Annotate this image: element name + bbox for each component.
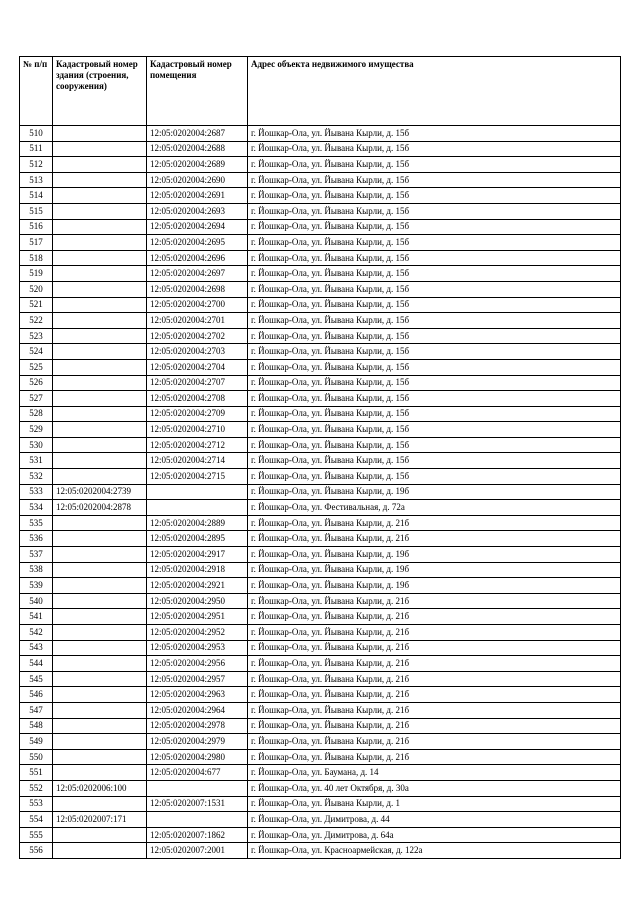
address: г. Йошкар-Ола, ул. Йывана Кырли, д. 21б bbox=[248, 702, 621, 718]
address: г. Йошкар-Ола, ул. Йывана Кырли, д. 15б bbox=[248, 391, 621, 407]
table-row bbox=[20, 141, 621, 157]
row-number: 538 bbox=[20, 562, 53, 578]
row-number: 543 bbox=[20, 640, 53, 656]
table-row bbox=[20, 297, 621, 313]
table-row bbox=[20, 391, 621, 407]
row-number: 526 bbox=[20, 375, 53, 391]
row-number: 531 bbox=[20, 453, 53, 469]
table-row bbox=[20, 671, 621, 687]
row-number: 539 bbox=[20, 578, 53, 594]
address: г. Йошкар-Ола, ул. Баумана, д. 14 bbox=[248, 765, 621, 781]
row-number: 552 bbox=[20, 780, 53, 796]
room-cadastral-number: 12:05:0202004:2957 bbox=[147, 671, 248, 687]
row-number: 537 bbox=[20, 547, 53, 563]
room-cadastral-number: 12:05:0202004:2964 bbox=[147, 702, 248, 718]
address: г. Йошкар-Ола, ул. Йывана Кырли, д. 15б bbox=[248, 235, 621, 251]
address: г. Йошкар-Ола, ул. Йывана Кырли, д. 19б bbox=[248, 484, 621, 500]
room-cadastral-number: 12:05:0202004:2702 bbox=[147, 328, 248, 344]
building-cadastral-number bbox=[53, 250, 147, 266]
address: г. Йошкар-Ола, ул. Йывана Кырли, д. 21б bbox=[248, 656, 621, 672]
room-cadastral-number: 12:05:0202004:2952 bbox=[147, 625, 248, 641]
row-number: 545 bbox=[20, 671, 53, 687]
building-cadastral-number bbox=[53, 531, 147, 547]
table-row bbox=[20, 702, 621, 718]
address: г. Йошкар-Ола, ул. Йывана Кырли, д. 15б bbox=[248, 281, 621, 297]
table-row bbox=[20, 515, 621, 531]
row-number: 515 bbox=[20, 203, 53, 219]
room-cadastral-number: 12:05:0202004:2978 bbox=[147, 718, 248, 734]
table-row bbox=[20, 188, 621, 204]
row-number: 554 bbox=[20, 812, 53, 828]
table-row bbox=[20, 718, 621, 734]
room-cadastral-number: 12:05:0202004:2951 bbox=[147, 609, 248, 625]
address: г. Йошкар-Ола, ул. Йывана Кырли, д. 15б bbox=[248, 375, 621, 391]
row-number: 521 bbox=[20, 297, 53, 313]
building-cadastral-number bbox=[53, 702, 147, 718]
row-number: 529 bbox=[20, 422, 53, 438]
row-number: 525 bbox=[20, 359, 53, 375]
address: г. Йошкар-Ола, ул. Йывана Кырли, д. 21б bbox=[248, 749, 621, 765]
table-row bbox=[20, 281, 621, 297]
row-number: 513 bbox=[20, 172, 53, 188]
table-header-row bbox=[20, 57, 621, 126]
table-row bbox=[20, 827, 621, 843]
address: г. Йошкар-Ола, ул. Димитрова, д. 44 bbox=[248, 812, 621, 828]
room-cadastral-number: 12:05:0202007:1531 bbox=[147, 796, 248, 812]
address: г. Йошкар-Ола, ул. Йывана Кырли, д. 19б bbox=[248, 562, 621, 578]
address: г. Йошкар-Ола, ул. Йывана Кырли, д. 15б bbox=[248, 157, 621, 173]
address: г. Йошкар-Ола, ул. Йывана Кырли, д. 15б bbox=[248, 406, 621, 422]
room-cadastral-number: 12:05:0202004:2703 bbox=[147, 344, 248, 360]
room-cadastral-number: 12:05:0202004:2963 bbox=[147, 687, 248, 703]
table-row bbox=[20, 593, 621, 609]
table-row bbox=[20, 313, 621, 329]
room-cadastral-number: 12:05:0202004:2704 bbox=[147, 359, 248, 375]
building-cadastral-number bbox=[53, 687, 147, 703]
building-cadastral-number bbox=[53, 827, 147, 843]
address: г. Йошкар-Ола, ул. Йывана Кырли, д. 21б bbox=[248, 640, 621, 656]
table-row bbox=[20, 328, 621, 344]
building-cadastral-number bbox=[53, 562, 147, 578]
room-cadastral-number: 12:05:0202004:2709 bbox=[147, 406, 248, 422]
room-cadastral-number bbox=[147, 484, 248, 500]
row-number: 547 bbox=[20, 702, 53, 718]
row-number: 541 bbox=[20, 609, 53, 625]
address: г. Йошкар-Ола, ул. Йывана Кырли, д. 15б bbox=[248, 469, 621, 485]
building-cadastral-number bbox=[53, 375, 147, 391]
row-number: 511 bbox=[20, 141, 53, 157]
room-cadastral-number: 12:05:0202004:2715 bbox=[147, 469, 248, 485]
address: г. Йошкар-Ола, ул. Йывана Кырли, д. 15б bbox=[248, 219, 621, 235]
building-cadastral-number bbox=[53, 141, 147, 157]
room-cadastral-number: 12:05:0202004:2687 bbox=[147, 126, 248, 142]
row-number: 520 bbox=[20, 281, 53, 297]
table-row bbox=[20, 640, 621, 656]
row-number: 551 bbox=[20, 765, 53, 781]
room-cadastral-number: 12:05:0202004:2889 bbox=[147, 515, 248, 531]
table-row bbox=[20, 780, 621, 796]
address: г. Йошкар-Ола, ул. Йывана Кырли, д. 15б bbox=[248, 344, 621, 360]
building-cadastral-number bbox=[53, 640, 147, 656]
building-cadastral-number bbox=[53, 625, 147, 641]
building-cadastral-number bbox=[53, 188, 147, 204]
table-row bbox=[20, 250, 621, 266]
address: г. Йошкар-Ола, ул. Йывана Кырли, д. 15б bbox=[248, 250, 621, 266]
room-cadastral-number: 12:05:0202004:2690 bbox=[147, 172, 248, 188]
building-cadastral-number bbox=[53, 718, 147, 734]
building-cadastral-number: 12:05:0202007:171 bbox=[53, 812, 147, 828]
building-cadastral-number bbox=[53, 578, 147, 594]
room-cadastral-number: 12:05:0202004:2691 bbox=[147, 188, 248, 204]
address: г. Йошкар-Ола, ул. Йывана Кырли, д. 21б bbox=[248, 718, 621, 734]
address: г. Йошкар-Ола, ул. Йывана Кырли, д. 15б bbox=[248, 188, 621, 204]
header-building-cadastral: Кадастровый номер здания (строения, сооружения) bbox=[53, 57, 147, 126]
address: г. Йошкар-Ола, ул. Йывана Кырли, д. 21б bbox=[248, 734, 621, 750]
address: г. Йошкар-Ола, ул. Йывана Кырли, д. 15б bbox=[248, 453, 621, 469]
room-cadastral-number: 12:05:0202004:2712 bbox=[147, 437, 248, 453]
row-number: 553 bbox=[20, 796, 53, 812]
room-cadastral-number: 12:05:0202007:1862 bbox=[147, 827, 248, 843]
table-row bbox=[20, 469, 621, 485]
room-cadastral-number: 12:05:0202004:2921 bbox=[147, 578, 248, 594]
building-cadastral-number bbox=[53, 313, 147, 329]
building-cadastral-number bbox=[53, 671, 147, 687]
row-number: 518 bbox=[20, 250, 53, 266]
building-cadastral-number bbox=[53, 328, 147, 344]
building-cadastral-number bbox=[53, 453, 147, 469]
row-number: 555 bbox=[20, 827, 53, 843]
row-number: 522 bbox=[20, 313, 53, 329]
table-row bbox=[20, 157, 621, 173]
building-cadastral-number bbox=[53, 297, 147, 313]
building-cadastral-number bbox=[53, 843, 147, 859]
row-number: 512 bbox=[20, 157, 53, 173]
row-number: 544 bbox=[20, 656, 53, 672]
address: г. Йошкар-Ола, ул. Йывана Кырли, д. 21б bbox=[248, 609, 621, 625]
building-cadastral-number: 12:05:0202004:2739 bbox=[53, 484, 147, 500]
building-cadastral-number bbox=[53, 281, 147, 297]
row-number: 523 bbox=[20, 328, 53, 344]
table-row bbox=[20, 203, 621, 219]
table-row bbox=[20, 437, 621, 453]
building-cadastral-number bbox=[53, 359, 147, 375]
address: г. Йошкар-Ола, ул. Йывана Кырли, д. 15б bbox=[248, 313, 621, 329]
address: г. Йошкар-Ола, ул. Фестивальная, д. 72а bbox=[248, 500, 621, 516]
room-cadastral-number bbox=[147, 780, 248, 796]
room-cadastral-number bbox=[147, 812, 248, 828]
building-cadastral-number: 12:05:0202004:2878 bbox=[53, 500, 147, 516]
table-row bbox=[20, 656, 621, 672]
address: г. Йошкар-Ола, ул. Йывана Кырли, д. 15б bbox=[248, 422, 621, 438]
room-cadastral-number: 12:05:0202004:2895 bbox=[147, 531, 248, 547]
building-cadastral-number bbox=[53, 406, 147, 422]
room-cadastral-number: 12:05:0202004:2698 bbox=[147, 281, 248, 297]
building-cadastral-number bbox=[53, 547, 147, 563]
room-cadastral-number: 12:05:0202004:2953 bbox=[147, 640, 248, 656]
table-row bbox=[20, 344, 621, 360]
row-number: 549 bbox=[20, 734, 53, 750]
address: г. Йошкар-Ола, ул. Йывана Кырли, д. 15б bbox=[248, 328, 621, 344]
row-number: 530 bbox=[20, 437, 53, 453]
room-cadastral-number: 12:05:0202004:2697 bbox=[147, 266, 248, 282]
building-cadastral-number bbox=[53, 593, 147, 609]
address: г. Йошкар-Ола, ул. Йывана Кырли, д. 21б bbox=[248, 687, 621, 703]
row-number: 536 bbox=[20, 531, 53, 547]
table-row bbox=[20, 765, 621, 781]
table-row bbox=[20, 843, 621, 859]
table-row bbox=[20, 500, 621, 516]
room-cadastral-number: 12:05:0202004:2695 bbox=[147, 235, 248, 251]
room-cadastral-number: 12:05:0202004:2707 bbox=[147, 375, 248, 391]
building-cadastral-number bbox=[53, 344, 147, 360]
building-cadastral-number bbox=[53, 437, 147, 453]
room-cadastral-number: 12:05:0202004:2710 bbox=[147, 422, 248, 438]
building-cadastral-number bbox=[53, 796, 147, 812]
room-cadastral-number: 12:05:0202004:2700 bbox=[147, 297, 248, 313]
cadastral-table bbox=[19, 56, 621, 859]
room-cadastral-number: 12:05:0202004:2688 bbox=[147, 141, 248, 157]
row-number: 528 bbox=[20, 406, 53, 422]
building-cadastral-number bbox=[53, 157, 147, 173]
building-cadastral-number bbox=[53, 126, 147, 142]
building-cadastral-number bbox=[53, 203, 147, 219]
building-cadastral-number bbox=[53, 219, 147, 235]
room-cadastral-number: 12:05:0202004:677 bbox=[147, 765, 248, 781]
address: г. Йошкар-Ола, ул. Йывана Кырли, д. 21б bbox=[248, 593, 621, 609]
table-row bbox=[20, 687, 621, 703]
table-row bbox=[20, 453, 621, 469]
table-row bbox=[20, 359, 621, 375]
row-number: 524 bbox=[20, 344, 53, 360]
header-room-cadastral: Кадастровый номер помещения bbox=[147, 57, 248, 126]
table-row bbox=[20, 126, 621, 142]
address: г. Йошкар-Ола, ул. Йывана Кырли, д. 21б bbox=[248, 531, 621, 547]
building-cadastral-number bbox=[53, 515, 147, 531]
table-row bbox=[20, 375, 621, 391]
table-row bbox=[20, 266, 621, 282]
row-number: 527 bbox=[20, 391, 53, 407]
building-cadastral-number bbox=[53, 266, 147, 282]
row-number: 516 bbox=[20, 219, 53, 235]
room-cadastral-number: 12:05:0202004:2701 bbox=[147, 313, 248, 329]
row-number: 535 bbox=[20, 515, 53, 531]
address: г. Йошкар-Ола, ул. Йывана Кырли, д. 15б bbox=[248, 172, 621, 188]
room-cadastral-number: 12:05:0202004:2980 bbox=[147, 749, 248, 765]
row-number: 540 bbox=[20, 593, 53, 609]
table-row bbox=[20, 547, 621, 563]
address: г. Йошкар-Ола, ул. Димитрова, д. 64а bbox=[248, 827, 621, 843]
room-cadastral-number: 12:05:0202004:2979 bbox=[147, 734, 248, 750]
table-row bbox=[20, 625, 621, 641]
table-row bbox=[20, 749, 621, 765]
building-cadastral-number bbox=[53, 422, 147, 438]
row-number: 534 bbox=[20, 500, 53, 516]
room-cadastral-number: 12:05:0202004:2694 bbox=[147, 219, 248, 235]
table-row bbox=[20, 406, 621, 422]
row-number: 510 bbox=[20, 126, 53, 142]
building-cadastral-number: 12:05:0202006:100 bbox=[53, 780, 147, 796]
row-number: 519 bbox=[20, 266, 53, 282]
address: г. Йошкар-Ола, ул. Йывана Кырли, д. 15б bbox=[248, 266, 621, 282]
address: г. Йошкар-Ола, ул. Йывана Кырли, д. 21б bbox=[248, 671, 621, 687]
building-cadastral-number bbox=[53, 749, 147, 765]
room-cadastral-number: 12:05:0202007:2001 bbox=[147, 843, 248, 859]
room-cadastral-number: 12:05:0202004:2693 bbox=[147, 203, 248, 219]
table-row bbox=[20, 219, 621, 235]
row-number: 532 bbox=[20, 469, 53, 485]
room-cadastral-number: 12:05:0202004:2918 bbox=[147, 562, 248, 578]
building-cadastral-number bbox=[53, 656, 147, 672]
row-number: 548 bbox=[20, 718, 53, 734]
address: г. Йошкар-Ола, ул. Йывана Кырли, д. 21б bbox=[248, 625, 621, 641]
header-number: № п/п bbox=[20, 57, 53, 126]
table-row bbox=[20, 609, 621, 625]
room-cadastral-number: 12:05:0202004:2714 bbox=[147, 453, 248, 469]
row-number: 514 bbox=[20, 188, 53, 204]
address: г. Йошкар-Ола, ул. Красноармейская, д. 122а bbox=[248, 843, 621, 859]
table-row bbox=[20, 235, 621, 251]
building-cadastral-number bbox=[53, 734, 147, 750]
room-cadastral-number: 12:05:0202004:2696 bbox=[147, 250, 248, 266]
table-row bbox=[20, 578, 621, 594]
address: г. Йошкар-Ола, ул. Йывана Кырли, д. 15б bbox=[248, 297, 621, 313]
building-cadastral-number bbox=[53, 172, 147, 188]
address: г. Йошкар-Ола, ул. Йывана Кырли, д. 19б bbox=[248, 547, 621, 563]
address: г. Йошкар-Ола, ул. 40 лет Октября, д. 30а bbox=[248, 780, 621, 796]
room-cadastral-number: 12:05:0202004:2917 bbox=[147, 547, 248, 563]
building-cadastral-number bbox=[53, 469, 147, 485]
room-cadastral-number: 12:05:0202004:2950 bbox=[147, 593, 248, 609]
row-number: 550 bbox=[20, 749, 53, 765]
table-row bbox=[20, 734, 621, 750]
room-cadastral-number bbox=[147, 500, 248, 516]
room-cadastral-number: 12:05:0202004:2708 bbox=[147, 391, 248, 407]
building-cadastral-number bbox=[53, 235, 147, 251]
building-cadastral-number bbox=[53, 765, 147, 781]
address: г. Йошкар-Ола, ул. Йывана Кырли, д. 15б bbox=[248, 126, 621, 142]
address: г. Йошкар-Ола, ул. Йывана Кырли, д. 15б bbox=[248, 359, 621, 375]
room-cadastral-number: 12:05:0202004:2689 bbox=[147, 157, 248, 173]
address: г. Йошкар-Ола, ул. Йывана Кырли, д. 21б bbox=[248, 515, 621, 531]
address: г. Йошкар-Ола, ул. Йывана Кырли, д. 19б bbox=[248, 578, 621, 594]
table-body bbox=[20, 126, 621, 859]
row-number: 542 bbox=[20, 625, 53, 641]
address: г. Йошкар-Ола, ул. Йывана Кырли, д. 1 bbox=[248, 796, 621, 812]
address: г. Йошкар-Ола, ул. Йывана Кырли, д. 15б bbox=[248, 437, 621, 453]
table-row bbox=[20, 531, 621, 547]
row-number: 546 bbox=[20, 687, 53, 703]
table-row bbox=[20, 796, 621, 812]
row-number: 517 bbox=[20, 235, 53, 251]
header-address: Адрес объекта недвижимого имущества bbox=[248, 57, 621, 126]
building-cadastral-number bbox=[53, 609, 147, 625]
address: г. Йошкар-Ола, ул. Йывана Кырли, д. 15б bbox=[248, 203, 621, 219]
table-row bbox=[20, 172, 621, 188]
table-row bbox=[20, 484, 621, 500]
table-row bbox=[20, 422, 621, 438]
address: г. Йошкар-Ола, ул. Йывана Кырли, д. 15б bbox=[248, 141, 621, 157]
table-row bbox=[20, 812, 621, 828]
table-row bbox=[20, 562, 621, 578]
row-number: 556 bbox=[20, 843, 53, 859]
room-cadastral-number: 12:05:0202004:2956 bbox=[147, 656, 248, 672]
building-cadastral-number bbox=[53, 391, 147, 407]
row-number: 533 bbox=[20, 484, 53, 500]
